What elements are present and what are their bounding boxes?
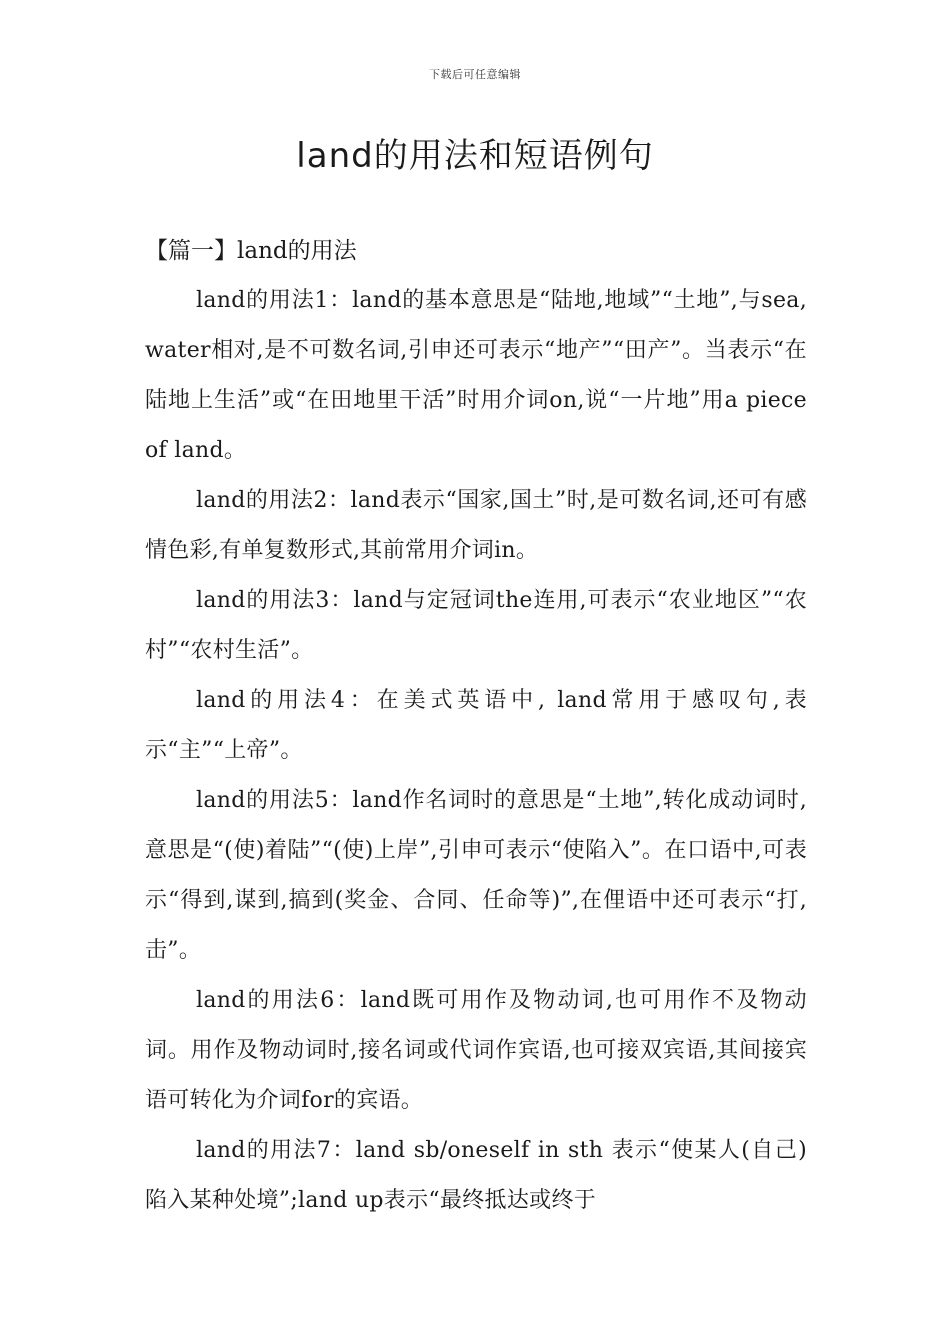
paragraph-usage-2: land的用法2：land表示“国家,国土”时,是可数名词,还可有感情色彩,有单复数形式,其前常用介词in。	[145, 488, 807, 563]
paragraph-usage-7: land的用法7：land sb/oneself in sth 表示“使某人(自己)陷入某种处境”;land up表示“最终抵达或终于	[145, 1138, 807, 1213]
document-body	[145, 226, 807, 1226]
header-note: 下载后可任意编辑	[429, 68, 521, 81]
document-title: land的用法和短语例句	[296, 136, 654, 176]
section-heading: 【篇一】land的用法	[145, 238, 357, 264]
paragraph-usage-4: land的用法4：在美式英语中, land常用于感叹句,表示“主”“上帝”。	[145, 688, 807, 763]
paragraph-usage-3: land的用法3：land与定冠词the连用,可表示“农业地区”“农村”“农村生活”。	[145, 588, 807, 663]
paragraph-usage-6: land的用法6：land既可用作及物动词,也可用作不及物动词。用作及物动词时,接名词或代词作宾语,也可接双宾语,其间接宾语可转化为介词for的宾语。	[145, 988, 807, 1113]
paragraph-usage-1: land的用法1：land的基本意思是“陆地,地域”“土地”,与sea, water相对,是不可数名词,引申还可表示“地产”“田产”。当表示“在陆地上生活”或“在田地里干活”时用介词on,说“一片地”用a piece of land。	[145, 288, 807, 463]
paragraph-usage-5: land的用法5：land作名词时的意思是“土地”,转化成动词时,意思是“(使)着陆”“(使)上岸”,引申可表示“使陷入”。在口语中,可表示“得到,谋到,搞到(奖金、合同、任命等)”,在俚语中还可表示“打,击”。	[145, 788, 807, 963]
